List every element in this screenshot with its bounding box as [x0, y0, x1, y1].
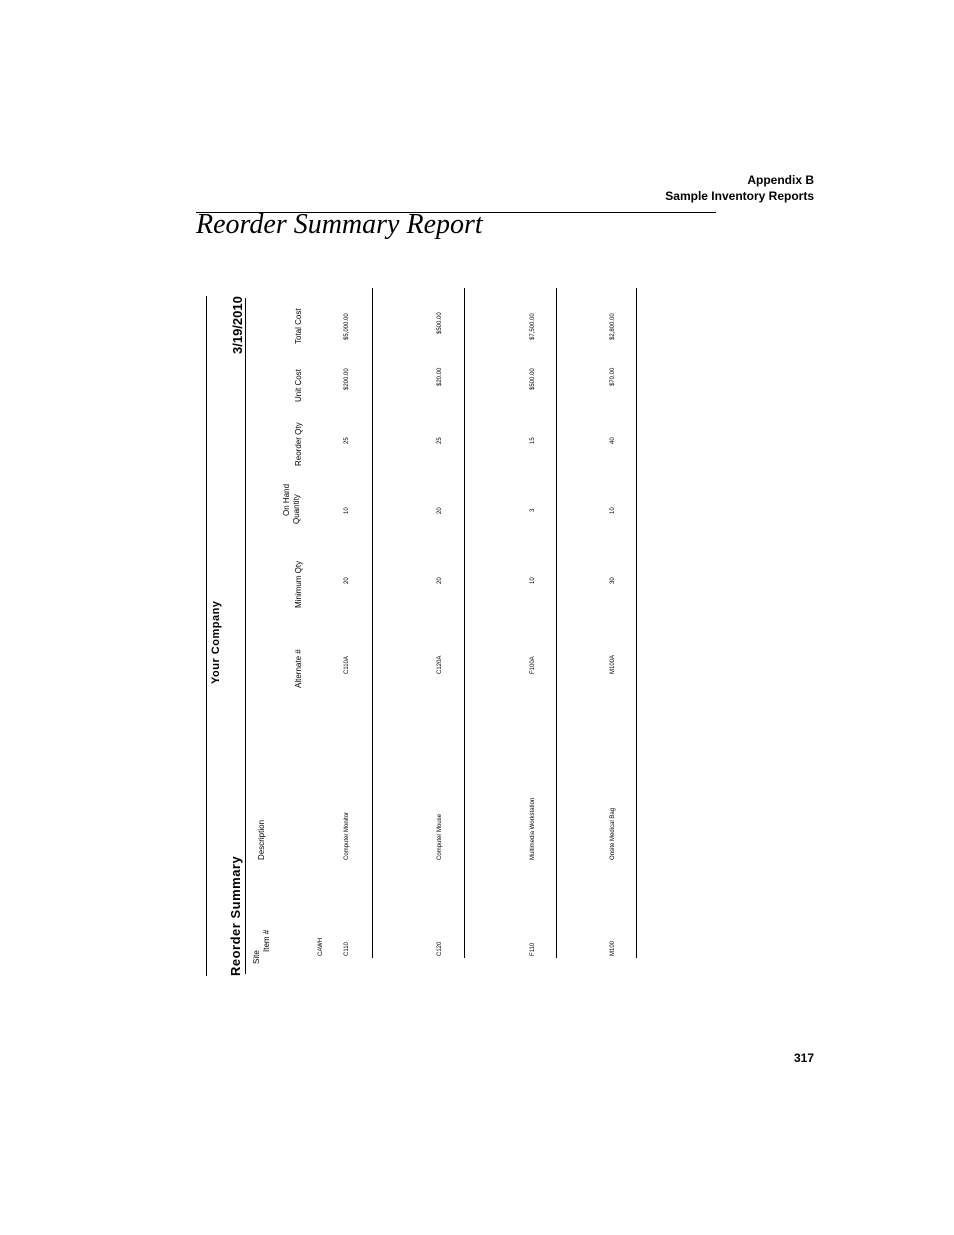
row-2-divider	[464, 288, 465, 958]
row-4-description: Onsite Medical Bag	[610, 807, 616, 860]
report-date: 3/19/2010	[230, 296, 245, 354]
row-4-minimum: 30	[610, 577, 616, 584]
report-top-rule	[206, 296, 207, 976]
row-3-description: Multimedia Workstation	[530, 797, 536, 860]
row-1-description: Computer Monitor	[344, 811, 350, 860]
row-1-minimum: 20	[344, 577, 350, 584]
col-unit-cost: Unit Cost	[294, 369, 303, 402]
col-description: Description	[257, 819, 266, 860]
row-1-on-hand: 10	[344, 507, 350, 514]
col-on-hand-1: On Hand	[282, 483, 291, 516]
row-1-total-cost: $5,000.00	[344, 313, 350, 340]
row-1-divider	[372, 288, 373, 958]
row-4-total-cost: $2,800.00	[610, 313, 616, 340]
section-label: Sample Inventory Reports	[665, 189, 814, 203]
col-item: Item #	[262, 929, 271, 952]
col-site: Site	[252, 950, 261, 964]
row-4-divider	[636, 288, 637, 958]
row-3-minimum: 10	[530, 577, 536, 584]
col-reorder: Reorder Qty	[294, 422, 303, 466]
col-minimum: Minimum Qty	[294, 560, 303, 608]
row-2-item: C120	[437, 941, 443, 956]
row-2-reorder: 25	[437, 437, 443, 444]
report-company: Your Company	[210, 600, 222, 684]
row-3-on-hand: 3	[530, 508, 536, 512]
row-3-total-cost: $7,500.00	[530, 313, 536, 340]
row-4-item: M100	[610, 940, 616, 956]
col-alternate: Alternate #	[294, 649, 303, 688]
col-on-hand-2: Quantity	[292, 494, 301, 524]
row-2-minimum: 20	[437, 577, 443, 584]
report-header-rule	[245, 298, 246, 974]
col-total-cost: Total Cost	[294, 308, 303, 344]
report-title: Reorder Summary	[228, 855, 243, 976]
row-4-alternate: M100A	[610, 654, 616, 674]
row-4-unit-cost: $70.00	[610, 367, 616, 386]
row-2-alternate: C120A	[437, 655, 443, 674]
row-3-unit-cost: $500.00	[530, 368, 536, 390]
row-3-item: F110	[530, 942, 536, 956]
row-3-divider	[556, 288, 557, 958]
row-2-unit-cost: $20.00	[437, 367, 443, 386]
row-4-reorder: 40	[610, 437, 616, 444]
rotated-report	[206, 276, 666, 976]
row-2-description: Computer Mouse	[437, 813, 443, 860]
page-title: Reorder Summary Report	[196, 209, 483, 240]
row-4-on-hand: 10	[610, 507, 616, 514]
row-1-item: C110	[344, 942, 350, 956]
row-3-alternate: F100A	[530, 656, 536, 674]
row-1-alternate: C110A	[344, 656, 350, 674]
site-value: CAWH	[318, 937, 324, 956]
row-2-on-hand: 20	[437, 507, 443, 514]
row-2-total-cost: $500.00	[437, 312, 443, 334]
appendix-label: Appendix B	[747, 173, 814, 187]
row-1-reorder: 25	[344, 437, 350, 444]
row-3-reorder: 15	[530, 437, 536, 444]
row-1-unit-cost: $200.00	[344, 368, 350, 390]
page-number: 317	[793, 1051, 814, 1065]
